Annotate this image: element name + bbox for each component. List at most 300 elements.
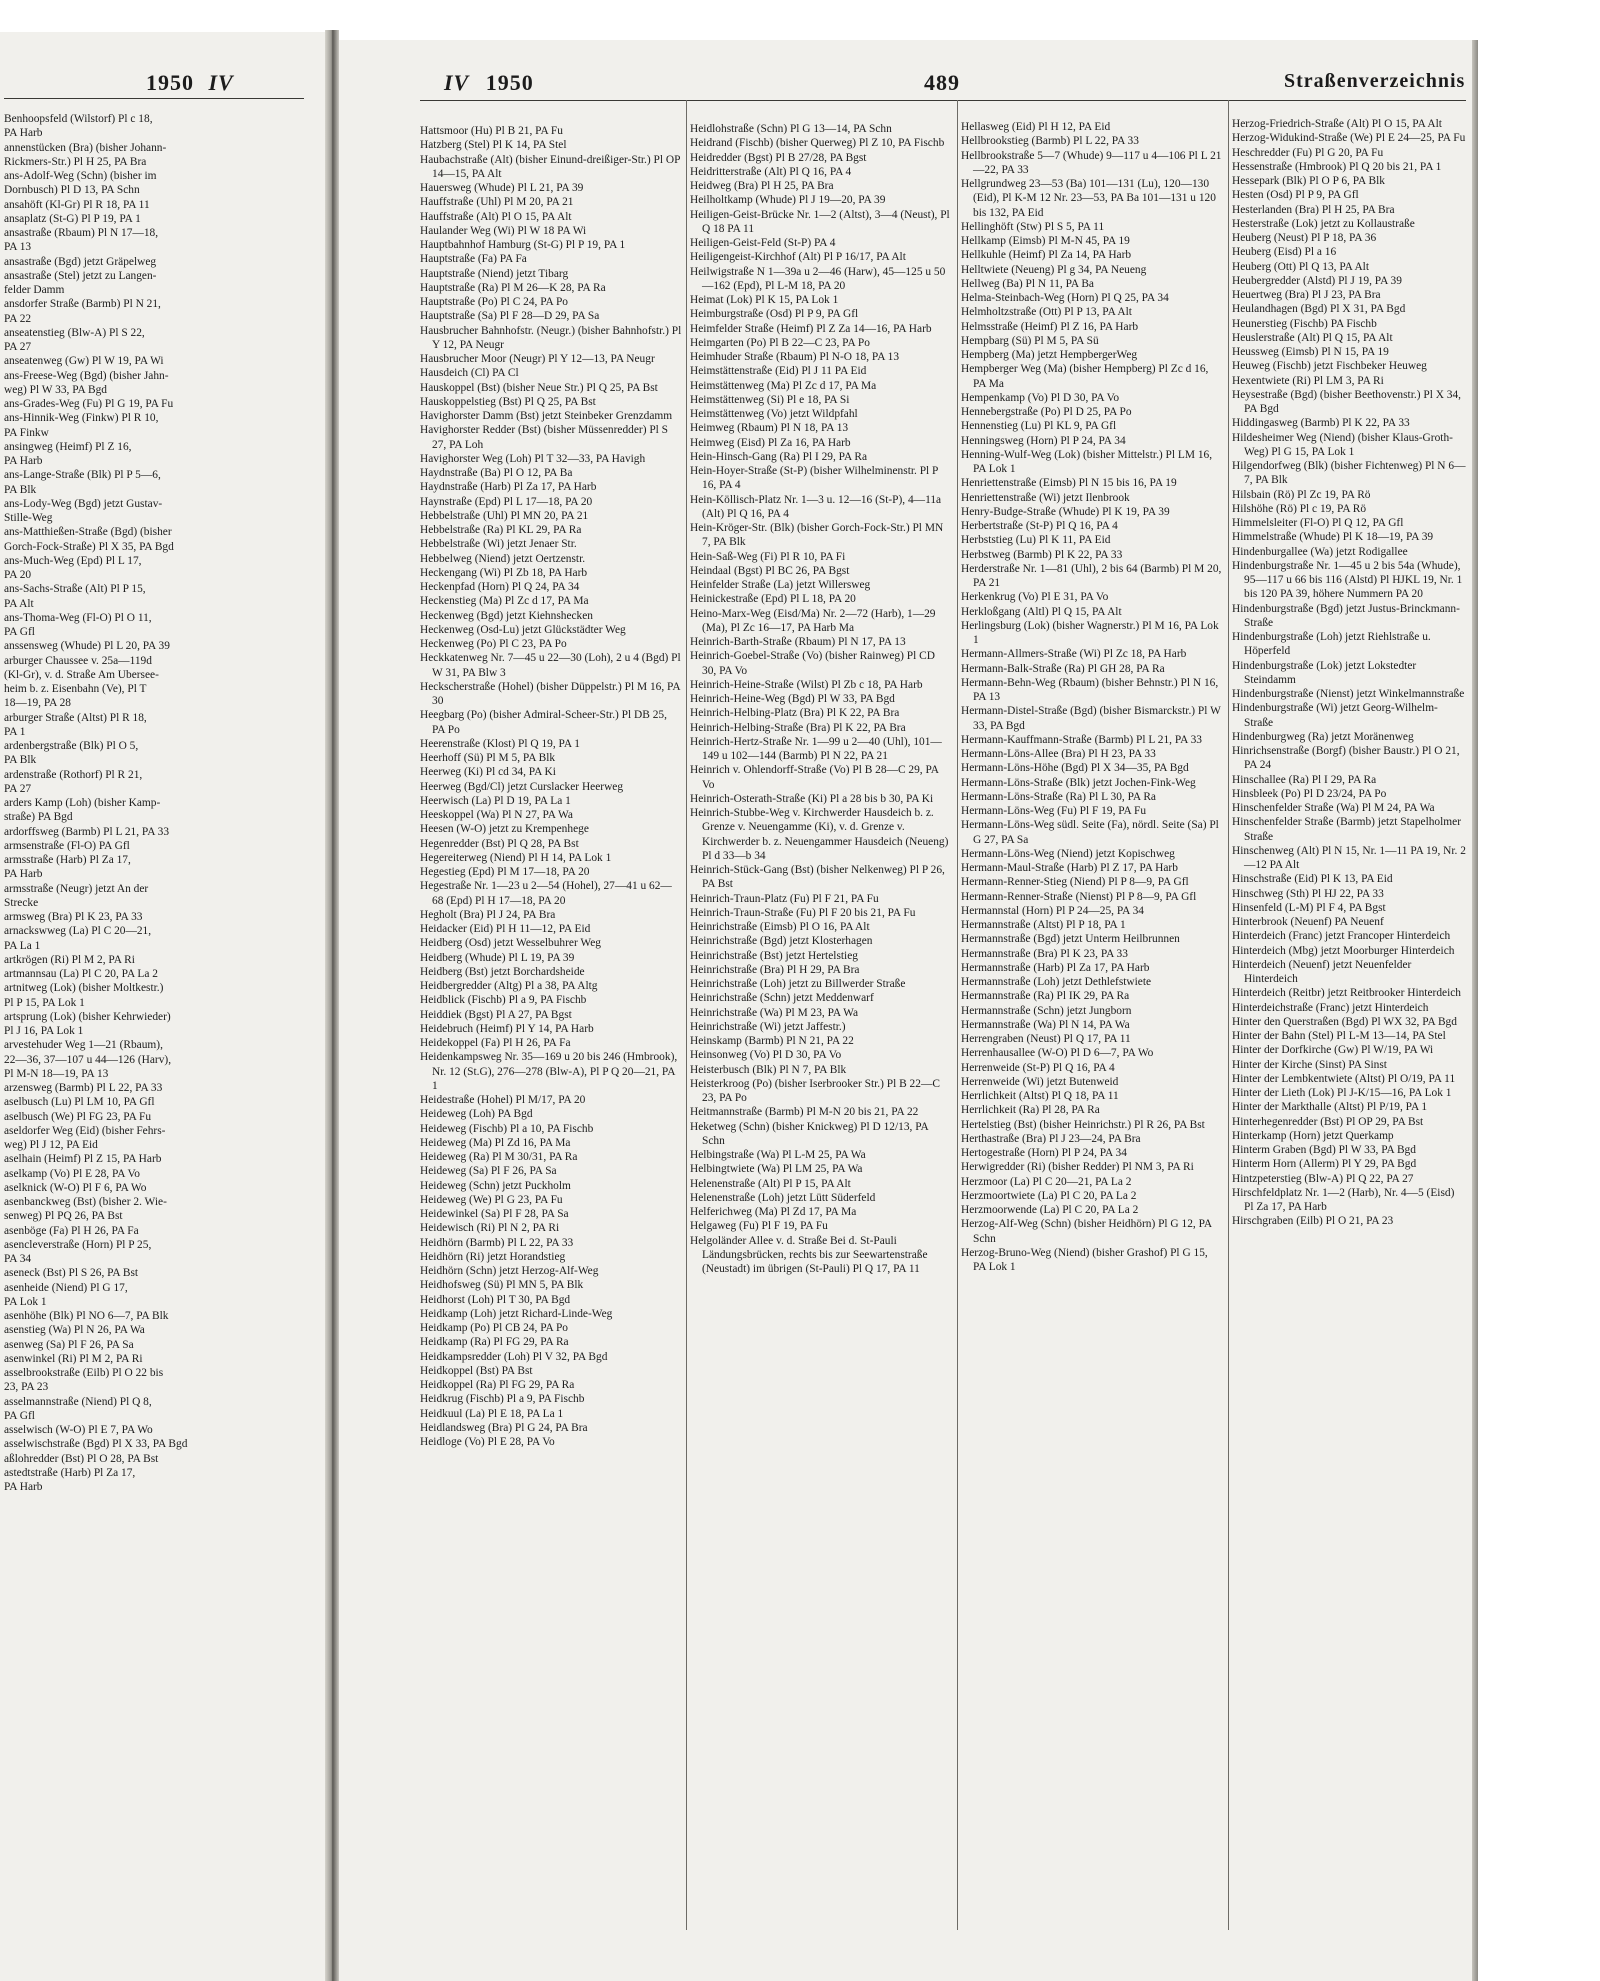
street-entry: Haydnstraße (Harb) Pl Za 17, PA Harb [420, 481, 597, 494]
street-entry: Heimat (Lok) Pl K 15, PA Lok 1 [690, 294, 839, 306]
street-entry: Hattsmoor (Hu) Pl B 21, PA Fu [420, 125, 563, 137]
street-entry: Hermann-Balk-Straße (Ra) Pl GH 28, PA Ra [961, 662, 1165, 675]
street-entry: Henningsweg (Horn) Pl P 24, PA 34 [961, 434, 1126, 447]
index-entry: arzensweg (Barmb) Pl L 22, PA 33 [4, 1082, 163, 1094]
street-entry: Heidberg (Bst) jetzt Borchardsheide [420, 965, 585, 978]
street-entry: Heinrichstraße (Eimsb) Pl O 16, PA Alt [690, 921, 870, 933]
street-entry: Herzmoorwende (La) Pl C 20, PA La 2 [961, 1204, 1139, 1216]
street-entry: Hinschstraße (Eid) Pl K 13, PA Eid [1232, 873, 1393, 886]
street-entry: Heinrich-Barth-Straße (Rbaum) Pl N 17, PA 13 [690, 636, 906, 648]
street-entry: Hellbrookstraße 5—7 (Whude) 9—117 u 4—106 Pl L 21—22, PA 33 [961, 149, 1222, 176]
street-entry: Heimgarten (Po) Pl B 22—C 23, PA Po [690, 336, 870, 349]
street-entry: Heinrich-Osterath-Straße (Ki) Pl a 28 bis b 30, PA Ki [690, 792, 934, 805]
street-entry: Heidkampsredder (Loh) Pl V 32, PA Bgd [420, 1350, 608, 1363]
street-entry: Herrenweide (St-P) Pl Q 16, PA 4 [961, 1061, 1115, 1074]
index-entry: ansahöft (Kl-Gr) Pl R 18, PA 11 [4, 198, 150, 211]
street-entry: Heisterbusch (Blk) Pl N 7, PA Blk [690, 1063, 847, 1076]
street-entry: Heinrich-Helbing-Platz (Bra) Pl K 22, PA Bra [690, 707, 900, 720]
street-entry: Helenenstraße (Alt) Pl P 15, PA Alt [690, 1177, 851, 1190]
street-entry: Heinskamp (Barmb) Pl N 21, PA 22 [690, 1035, 854, 1047]
index-entry: Dornbusch) Pl D 13, PA Schn [4, 184, 140, 197]
index-entry: PA Gfl [4, 1409, 35, 1422]
street-entry: Hein-Saß-Weg (Fi) Pl R 10, PA Fi [690, 550, 846, 563]
index-entry: arvestehuder Weg 1—21 (Rbaum), [4, 1039, 163, 1052]
street-entry: Hinterhegenredder (Bst) Pl OP 29, PA Bst [1232, 1115, 1424, 1128]
column-divider [1228, 100, 1229, 1930]
street-column-4 [1232, 117, 1466, 1939]
street-entry: Heinrich-Stubbe-Weg v. Kirchwerder Hausdeich b. z. Grenze v. Neuengamme (Ki), v. d. Grenze v. Kirchwerder b. z. Neuengammer Hausdeich (Neueng) Pl d 33—b 34 [690, 807, 949, 862]
street-entry: Herrlichkeit (Ra) Pl 28, PA Ra [961, 1104, 1100, 1117]
street-entry: Heilholtkamp (Whude) Pl J 19—20, PA 39 [690, 194, 886, 207]
street-entry: Hinter der Markthalle (Altst) Pl P/19, PA 1 [1232, 1101, 1428, 1114]
street-entry: Herzog-Widukind-Straße (We) Pl E 24—25, PA Fu [1232, 132, 1466, 145]
index-entry: PA Harb [4, 1481, 43, 1493]
index-entry: PA Harb [4, 868, 43, 881]
index-entry: PA 27 [4, 341, 32, 353]
street-entry: Heckenweg (Osd-Lu) jetzt Glückstädter Weg [420, 623, 626, 636]
street-entry: Hatzberg (Stel) Pl K 14, PA Stel [420, 139, 567, 152]
street-entry: Hinter der Lieth (Lok) Pl J-K/15—16, PA Lok 1 [1232, 1087, 1452, 1099]
street-entry: Hebbelstraße (Wi) jetzt Jenaer Str. [420, 538, 577, 551]
index-entry: Pl P 15, PA Lok 1 [4, 996, 85, 1009]
street-entry: Heidebruch (Heimf) Pl Y 14, PA Harb [420, 1022, 594, 1035]
index-entry: ardenbergstraße (Blk) Pl O 5, [4, 740, 139, 752]
index-entry: 23, PA 23 [4, 1381, 49, 1394]
street-entry: Heinsonweg (Vo) Pl D 30, PA Vo [690, 1049, 842, 1062]
index-entry: arburger Straße (Altst) Pl R 18, [4, 711, 147, 724]
street-entry: Heckenpfad (Horn) Pl Q 24, PA 34 [420, 581, 580, 593]
index-entry: ans-Lange-Straße (Blk) Pl P 5—6, [4, 469, 161, 482]
street-entry: Hauffstraße (Uhl) Pl M 20, PA 21 [420, 196, 574, 209]
street-entry: Heimstättenweg (Vo) jetzt Wildpfahl [690, 408, 858, 420]
street-entry: Heeskoppel (Wa) Pl N 27, PA Wa [420, 809, 573, 821]
street-entry: Hinschallee (Ra) Pl I 29, PA Ra [1232, 773, 1377, 786]
index-entry: 18—19, PA 28 [4, 697, 71, 710]
street-entry: Hindenburgweg (Ra) jetzt Moränenweg [1232, 730, 1414, 743]
index-entry: PA La 1 [4, 939, 41, 952]
street-entry: Hinsbleek (Po) Pl D 23/24, PA Po [1232, 787, 1387, 800]
street-entry: Heidredder (Bgst) Pl B 27/28, PA Bgst [690, 151, 867, 164]
street-entry: Heckenstieg (Ma) Pl Zc d 17, PA Ma [420, 595, 589, 608]
street-entry: Heckenweg (Bgd) jetzt Kiehnshecken [420, 609, 594, 622]
street-entry: Hebbelstraße (Uhl) Pl MN 20, PA 21 [420, 509, 589, 522]
street-entry: Hennebergstraße (Po) Pl D 25, PA Po [961, 406, 1132, 418]
street-entry: Hermann-Löns-Weg südl. Seite (Fa), nördl. Seite (Sa) Pl G 27, PA Sa [961, 819, 1219, 846]
street-entry: Helgoländer Allee v. d. Straße Bei d. St-Pauli Ländungsbrücken, rechts bis zur Seewartenstraße (Neustadt) im übrigen (St-Pauli) Pl Q 17, PA 11 [690, 1234, 928, 1275]
street-entry: Herthastraße (Bra) Pl J 23—24, PA Bra [961, 1132, 1141, 1145]
index-entry: aseneck (Bst) Pl S 26, PA Bst [4, 1267, 139, 1280]
index-entry: asselbrookstraße (Eilb) Pl O 22 bis [4, 1367, 164, 1379]
index-entry: ansastraße (Rbaum) Pl N 17—18, [4, 227, 159, 239]
street-entry: Hegereiterweg (Niend) Pl H 14, PA Lok 1 [420, 851, 612, 864]
street-entry: Heidacker (Eid) Pl H 11—12, PA Eid [420, 923, 591, 935]
section-title: Straßenverzeichnis [1284, 70, 1466, 92]
header-rule [420, 100, 1466, 101]
index-entry: arders Kamp (Loh) (bisher Kamp- [4, 797, 161, 809]
street-entry: Havighorster Redder (Bst) (bisher Müssenredder) Pl S 27, PA Loh [420, 424, 669, 451]
header-rule [4, 98, 304, 99]
street-entry: Heinickestraße (Epd) Pl L 18, PA 20 [690, 593, 856, 606]
street-entry: Hermannstal (Horn) Pl P 24—25, PA 34 [961, 904, 1144, 917]
street-entry: Heidberg (Whude) Pl L 19, PA 39 [420, 951, 575, 964]
street-entry: Hein-Hoyer-Straße (St-P) (bisher Wilhelminenstr. Pl P 16, PA 4 [690, 465, 938, 492]
index-entry: ansingweg (Heimf) Pl Z 16, [4, 440, 132, 453]
street-entry: Heidweg (Bra) Pl H 25, PA Bra [690, 180, 834, 192]
street-entry: Hildesheimer Weg (Niend) (bisher Klaus-Groth-Weg) Pl G 15, PA Lok 1 [1232, 431, 1453, 458]
street-entry: Heinrichstraße (Bra) Pl H 29, PA Bra [690, 963, 860, 976]
street-entry: Hempberger Weg (Ma) (bisher Hempberg) Pl Zc d 16, PA Ma [961, 363, 1209, 390]
street-entry: Heimstättenweg (Ma) Pl Zc d 17, PA Ma [690, 379, 877, 392]
street-entry: Hegestieg (Epd) Pl M 17—18, PA 20 [420, 866, 590, 878]
index-entry: aßlohredder (Bst) Pl O 28, PA Bst [4, 1452, 159, 1465]
street-entry: Hirschfeldplatz Nr. 1—2 (Harb), Nr. 4—5 (Eisd) Pl Za 17, PA Harb [1232, 1186, 1455, 1213]
street-entry: Herzmoor (La) Pl C 20—21, PA La 2 [961, 1175, 1132, 1188]
street-entry: Heinrich-Traun-Straße (Fu) Pl F 20 bis 21, PA Fu [690, 906, 916, 919]
street-entry: Heiddiek (Bgst) Pl A 27, PA Bgst [420, 1008, 572, 1021]
left-page-header [146, 70, 234, 96]
index-entry: Gorch-Fock-Straße) Pl X 35, PA Bgd [4, 540, 174, 553]
street-entry: Hermannstraße (Altst) Pl P 18, PA 1 [961, 919, 1126, 931]
index-entry: armsstraße (Neugr) jetzt An der [4, 882, 149, 895]
street-entry: Hessepark (Blk) Pl O P 6, PA Blk [1232, 175, 1385, 187]
street-entry: Helmsstraße (Heimf) Pl Z 16, PA Harb [961, 320, 1139, 333]
index-entry: felder Damm [4, 284, 65, 296]
street-entry: Heidritterstraße (Alt) Pl Q 16, PA 4 [690, 165, 852, 178]
street-entry: Hertelstieg (Bst) (bisher Heinrichstr.) Pl R 26, PA Bst [961, 1118, 1205, 1131]
street-entry: Helmholtzstraße (Ott) Pl P 13, PA Alt [961, 306, 1132, 319]
street-entry: Hinterkamp (Horn) jetzt Querkamp [1232, 1129, 1394, 1142]
street-entry: Heinrich-Traun-Platz (Fu) Pl F 21, PA Fu [690, 892, 879, 905]
street-entry: Heiligen-Geist-Brücke Nr. 1—2 (Altst), 3—4 (Neust), Pl Q 18 PA 11 [690, 208, 950, 235]
street-entry: Heinrich-Heine-Weg (Bgd) Pl W 33, PA Bgd [690, 693, 895, 705]
street-entry: Heinrich-Heine-Straße (Wilst) Pl Zb c 18, PA Harb [690, 678, 923, 691]
index-entry: PA Blk [4, 483, 37, 496]
street-entry: Hermann-Löns-Höhe (Bgd) Pl X 34—35, PA Bgd [961, 762, 1189, 775]
street-entry: Haynstraße (Epd) Pl L 17—18, PA 20 [420, 495, 593, 508]
index-entry: asenböge (Fa) Pl H 26, PA Fa [4, 1224, 139, 1237]
index-entry: anseatenstieg (Blw-A) Pl S 22, [4, 326, 145, 339]
street-entry: Heidlohstraße (Schn) Pl G 13—14, PA Schn [690, 123, 892, 135]
street-entry: Hindenburgstraße (Bgd) jetzt Justus-Brinckmann-Straße [1232, 602, 1460, 629]
index-entry: (Kl-Gr), v. d. Straße Am Ubersee- [4, 668, 159, 681]
street-entry: Hermannstraße (Ra) Pl IK 29, PA Ra [961, 990, 1130, 1003]
street-entry: Hinrichsenstraße (Borgf) (bisher Baustr.) Pl O 21, PA 24 [1232, 745, 1460, 772]
street-entry: Heidlandsweg (Bra) Pl G 24, PA Bra [420, 1421, 588, 1434]
index-entry: ans-Thoma-Weg (Fl-O) Pl O 11, [4, 611, 152, 624]
street-entry: Hermann-Löns-Allee (Bra) Pl H 23, PA 33 [961, 748, 1156, 760]
index-entry: senweg) Pl PQ 26, PA Bst [4, 1210, 123, 1223]
street-column-3 [961, 120, 1223, 1939]
street-entry: Hermann-Löns-Straße (Ra) Pl L 30, PA Ra [961, 790, 1156, 803]
street-entry: Heidkamp (Loh) jetzt Richard-Linde-Weg [420, 1307, 613, 1320]
street-entry: Heidhörn (Schn) jetzt Herzog-Alf-Weg [420, 1265, 599, 1277]
index-entry: annenstücken (Bra) (bisher Johann- [4, 141, 167, 154]
street-entry: Hinterdeich (Neuenf) jetzt Neuenfelder Hinterdeich [1232, 958, 1412, 985]
street-entry: Heschredder (Fu) Pl G 20, PA Fu [1232, 146, 1384, 159]
street-entry: Hinter den Querstraßen (Bgd) Pl WX 32, PA Bgd [1232, 1015, 1457, 1028]
index-entry: ans-Lody-Weg (Bgd) jetzt Gustav- [4, 497, 163, 510]
index-entry: PA 34 [4, 1253, 32, 1265]
street-entry: Hermannstraße (Bra) Pl K 23, PA 33 [961, 947, 1128, 960]
street-entry: Henriettenstraße (Wi) jetzt Ilenbrook [961, 491, 1130, 504]
street-entry: Heiligen-Geist-Feld (St-P) PA 4 [690, 237, 836, 249]
street-entry: Hindenburgstraße (Wi) jetzt Georg-Wilhelm-Straße [1232, 702, 1438, 729]
street-entry: Heketweg (Schn) (bisher Knickweg) Pl D 12/13, PA Schn [690, 1120, 929, 1147]
header-volume: IV [444, 70, 470, 95]
street-entry: Hinschweg (Sth) Pl HJ 22, PA 33 [1232, 887, 1384, 900]
street-entry: Heckkatenweg Nr. 7—45 u 22—30 (Loh), 2 u 4 (Bgd) Pl W 31, PA Blw 3 [420, 652, 681, 679]
street-entry: Heideweg (Sa) Pl F 26, PA Sa [420, 1165, 557, 1178]
street-entry: Hermann-Löns-Weg (Niend) jetzt Kopischweg [961, 847, 1175, 860]
street-entry: Helenenstraße (Loh) jetzt Lütt Süderfeld [690, 1191, 876, 1204]
index-entry: Pl M-N 18—19, PA 13 [4, 1067, 109, 1080]
street-entry: Herbststieg (Lu) Pl K 11, PA Eid [961, 534, 1111, 547]
street-entry: Hermann-Maul-Straße (Harb) Pl Z 17, PA Harb [961, 862, 1178, 874]
street-entry: Heidewinkel (Sa) Pl F 28, PA Sa [420, 1208, 569, 1220]
street-entry: Hempberg (Ma) jetzt HempbergerWeg [961, 349, 1138, 361]
index-entry: aseldorfer Weg (Eid) (bisher Fehrs- [4, 1124, 166, 1137]
index-entry: heim b. z. Eisenbahn (Ve), Pl T [4, 683, 147, 695]
street-entry: Heerweg (Ki) Pl cd 34, PA Ki [420, 766, 556, 779]
index-entry: ans-Grades-Weg (Fu) Pl G 19, PA Fu [4, 398, 174, 410]
street-entry: Heidenkampsweg Nr. 35—169 u 20 bis 246 (Hmbrook), Nr. 12 (St.G), 276—278 (Blw-A), Pl P Q 20—21, PA 1 [420, 1051, 678, 1092]
street-entry: Heubergredder (Alstd) Pl J 19, PA 39 [1232, 274, 1402, 287]
street-entry: Hermann-Löns-Weg (Fu) Pl F 19, PA Fu [961, 805, 1147, 817]
street-entry: Hauptstraße (Ra) Pl M 26—K 28, PA Ra [420, 281, 606, 294]
street-entry: Herrengraben (Neust) Pl Q 17, PA 11 [961, 1033, 1131, 1045]
street-entry: Hermann-Renner-Straße (Nienst) Pl P 8—9, PA Gfl [961, 890, 1197, 903]
street-entry: Hexentwiete (Ri) Pl LM 3, PA Ri [1232, 374, 1384, 387]
index-entry: astedtstraße (Harb) Pl Za 17, [4, 1466, 136, 1479]
street-entry: Helbingtwiete (Wa) Pl LM 25, PA Wa [690, 1163, 863, 1176]
street-entry: Heideweg (Schn) jetzt Puckholm [420, 1179, 571, 1192]
index-entry: asenweg (Sa) Pl F 26, PA Sa [4, 1338, 134, 1351]
street-entry: Hinterdeich (Reitbr) jetzt Reitbrooker Hinterdeich [1232, 987, 1461, 1000]
street-entry: Helgaweg (Fu) Pl F 19, PA Fu [690, 1220, 828, 1233]
street-entry: Herbertstraße (St-P) Pl Q 16, PA 4 [961, 520, 1118, 532]
street-entry: Helma-Steinbach-Weg (Horn) Pl Q 25, PA 34 [961, 292, 1169, 304]
street-entry: Henry-Budge-Straße (Whude) Pl K 19, PA 39 [961, 505, 1170, 518]
index-entry: asenheide (Niend) Pl G 17, [4, 1281, 128, 1294]
street-entry: Hermann-Distel-Straße (Bgd) (bisher Bismarckstr.) Pl W 33, PA Bgd [961, 705, 1221, 732]
street-entry: Heimburgstraße (Osd) Pl P 9, PA Gfl [690, 308, 859, 321]
index-entry: Strecke [4, 896, 39, 909]
index-entry: PA Lok 1 [4, 1295, 47, 1308]
index-entry: ansaplatz (St-G) Pl P 19, PA 1 [4, 212, 141, 225]
index-entry: PA Blk [4, 754, 37, 767]
street-entry: Herrlichkeit (Altst) Pl Q 18, PA 11 [961, 1090, 1119, 1102]
street-entry: Hegholt (Bra) Pl J 24, PA Bra [420, 908, 556, 921]
street-entry: Hein-Hinsch-Gang (Ra) Pl I 29, PA Ra [690, 450, 868, 463]
street-column-1 [420, 124, 682, 1939]
index-entry: ans-Freese-Weg (Bgd) (bisher Jahn- [4, 369, 169, 382]
street-entry: Hindenburgstraße (Nienst) jetzt Winkelmannstraße [1232, 688, 1465, 700]
street-entry: Heimstättenstraße (Eid) Pl J 11 PA Eid [690, 365, 867, 378]
street-entry: Henriettenstraße (Eimsb) Pl N 15 bis 16, PA 19 [961, 477, 1177, 490]
street-entry: Heinrich-Hertz-Straße Nr. 1—99 u 2—40 (Uhl), 101—149 u 102—144 (Barmb) Pl N 22, PA 21 [690, 735, 942, 762]
index-entry: asenbanckweg (Bst) (bisher 2. Wie- [4, 1196, 167, 1208]
index-entry: ansdorfer Straße (Barmb) Pl N 21, [4, 298, 161, 311]
index-entry: asenstieg (Wa) Pl N 26, PA Wa [4, 1324, 145, 1337]
street-entry: Heuberg (Eisd) Pl a 16 [1232, 246, 1337, 259]
street-entry: Heckenweg (Po) Pl C 23, PA Po [420, 638, 567, 650]
street-entry: Heuertweg (Bra) Pl J 23, PA Bra [1232, 289, 1381, 301]
page-edge [1472, 40, 1478, 1981]
street-entry: Hermannstraße (Wa) Pl N 14, PA Wa [961, 1018, 1130, 1031]
street-entry: Hermannstraße (Loh) jetzt Dethlefstwiete [961, 976, 1152, 988]
street-entry: Hesterstraße (Lok) jetzt zu Kollaustraße [1232, 217, 1415, 230]
street-entry: Helferichweg (Ma) Pl Zd 17, PA Ma [690, 1206, 857, 1218]
street-entry: Heinrich-Helbing-Straße (Bra) Pl K 22, PA Bra [690, 721, 906, 734]
header-volume: IV [208, 70, 234, 95]
street-entry: Hermannstraße (Schn) jetzt Jungborn [961, 1004, 1132, 1017]
street-entry: Herzmoortwiete (La) Pl C 20, PA La 2 [961, 1189, 1137, 1202]
street-entry: Heinrichstraße (Schn) jetzt Meddenwarf [690, 992, 874, 1005]
street-entry: Hindenburgstraße Nr. 1—45 u 2 bis 54a (Whude), 95—117 u 66 bis 116 (Alstd) Pl HJKL 19, Nr. 1 bis 120 PA 39, höhere Nummern PA 20 [1232, 559, 1463, 601]
street-entry: Hauptstraße (Niend) jetzt Tibarg [420, 267, 569, 280]
street-entry: Hessenstraße (Hmbrook) Pl Q 20 bis 21, PA 1 [1232, 160, 1442, 173]
street-entry: Hiddingasweg (Barmb) Pl K 22, PA 33 [1232, 417, 1410, 430]
street-entry: Heunerstieg (Fischb) PA Fischb [1232, 317, 1377, 330]
index-entry: straße) PA Bgd [4, 811, 73, 824]
street-entry: Heidhörn (Barmb) Pl L 22, PA 33 [420, 1236, 574, 1249]
street-entry: Hermannstraße (Bgd) jetzt Unterm Heilbrunnen [961, 933, 1180, 946]
street-entry: Hermannstraße (Harb) Pl Za 17, PA Harb [961, 961, 1150, 974]
street-entry: Herkenkrug (Vo) Pl E 31, PA Vo [961, 591, 1109, 604]
street-entry: Hinschenfelder Straße (Wa) Pl M 24, PA Wa [1232, 802, 1435, 814]
street-entry: Heidkuul (La) Pl E 18, PA La 1 [420, 1407, 564, 1420]
street-entry: Hellbrookstieg (Barmb) Pl L 22, PA 33 [961, 135, 1139, 148]
street-entry: Hinterdeich (Mbg) jetzt Moorburger Hinterdeich [1232, 944, 1455, 957]
index-entry: PA 13 [4, 241, 32, 254]
street-entry: Hermann-Behn-Weg (Rbaum) (bisher Behnstr.) Pl N 16, PA 13 [961, 676, 1219, 703]
index-entry: asselwisch (W-O) Pl E 7, PA Wo [4, 1424, 153, 1436]
street-entry: Hesterlanden (Bra) Pl H 25, PA Bra [1232, 203, 1395, 216]
street-entry: Heinrichstraße (Wi) jetzt Jaffestr.) [690, 1020, 846, 1033]
street-entry: Hauffstraße (Alt) Pl O 15, PA Alt [420, 210, 572, 223]
street-entry: Heisterkroog (Po) (bisher Iserbrooker Str.) Pl B 22—C 23, PA Po [690, 1077, 940, 1104]
street-entry: Hein-Kröger-Str. (Blk) (bisher Gorch-Fock-Str.) Pl MN 7, PA Blk [690, 522, 944, 549]
book-gutter [325, 30, 339, 1981]
street-entry: Heideweg (Fischb) Pl a 10, PA Fischb [420, 1122, 594, 1135]
index-entry: PA Harb [4, 127, 43, 140]
street-entry: Hellasweg (Eid) Pl H 12, PA Eid [961, 121, 1111, 133]
street-entry: Hindenburgstraße (Lok) jetzt Lokstedter Steindamm [1232, 659, 1417, 686]
street-entry: Heulandhagen (Bgd) Pl X 31, PA Bgd [1232, 303, 1406, 316]
street-entry: Hermann-Allmers-Straße (Wi) Pl Zc 18, PA Harb [961, 648, 1187, 661]
street-entry: Heckengang (Wi) Pl Zb 18, PA Harb [420, 566, 588, 579]
street-entry: Heinrich v. Ohlendorff-Straße (Vo) Pl B 28—C 29, PA Vo [690, 764, 939, 791]
street-entry: Heinrich-Stück-Gang (Bst) (bisher Nelkenweg) Pl P 26, PA Bst [690, 864, 945, 891]
street-entry: Hebbelstraße (Ra) Pl KL 29, PA Ra [420, 524, 582, 536]
index-entry: artkrögen (Ri) Pl M 2, PA Ri [4, 953, 135, 966]
street-entry: Hauptbahnhof Hamburg (St-G) Pl P 19, PA 1 [420, 239, 626, 251]
index-entry: armsweg (Bra) Pl K 23, PA 33 [4, 911, 143, 923]
street-entry: Heidbergredder (Altg) Pl a 38, PA Altg [420, 980, 598, 992]
street-entry: Heinrichstraße (Bgd) jetzt Klosterhagen [690, 935, 873, 948]
street-entry: Hesten (Osd) Pl P 9, PA Gfl [1232, 189, 1359, 202]
index-entry: ansastraße (Stel) jetzt zu Langen- [4, 269, 157, 282]
street-entry: Heiligengeist-Kirchhof (Alt) Pl P 16/17, PA Alt [690, 251, 906, 264]
index-entry: ans-Matthießen-Straße (Bgd) (bisher [4, 526, 172, 539]
index-entry: anssensweg (Whude) Pl L 20, PA 39 [4, 640, 170, 653]
index-entry: ans-Adolf-Weg (Schn) (bisher im [4, 170, 157, 182]
index-entry: Rickmers-Str.) Pl H 25, PA Bra [4, 155, 147, 168]
street-entry: Hermann-Löns-Straße (Blk) jetzt Jochen-Fink-Weg [961, 776, 1196, 789]
index-entry: PA 20 [4, 569, 32, 581]
street-entry: Heimweg (Eisd) Pl Za 16, PA Harb [690, 436, 851, 449]
street-entry: Heideweg (We) Pl G 23, PA Fu [420, 1193, 563, 1206]
street-entry: Henning-Wulf-Weg (Lok) (bisher Mittelstr.) Pl LM 16, PA Lok 1 [961, 448, 1213, 475]
street-entry: Heegbarg (Po) (bisher Admiral-Scheer-Str.) Pl DB 25, PA Po [420, 709, 667, 736]
street-entry: Heidkrug (Fischb) Pl a 9, PA Fischb [420, 1393, 585, 1406]
index-entry: artsprung (Lok) (bisher Kehrwieder) [4, 1010, 171, 1023]
street-entry: Heinfelder Straße (La) jetzt Willersweg [690, 579, 871, 591]
street-entry: Hinschenweg (Alt) Pl N 15, Nr. 1—11 PA 19, Nr. 2—12 PA Alt [1232, 844, 1466, 871]
street-entry: Heuberg (Ott) Pl Q 13, PA Alt [1232, 260, 1370, 273]
street-entry: Hauptstraße (Sa) Pl F 28—D 29, PA Sa [420, 310, 600, 323]
index-entry: armsenstraße (Fl-O) PA Gfl [4, 839, 130, 852]
index-entry: PA 27 [4, 782, 32, 795]
street-entry: Heidberg (Osd) jetzt Wesselbuhrer Weg [420, 937, 601, 950]
street-entry: Hinterbrook (Neuenf) PA Neuenf [1232, 916, 1384, 928]
street-entry: Heino-Marx-Weg (Eisd/Ma) Nr. 2—72 (Harb), 1—29 (Ma), Pl Zc 16—17, PA Harb Ma [690, 607, 936, 634]
street-entry: Heidhorst (Loh) Pl T 30, PA Bgd [420, 1293, 571, 1306]
street-entry: Heerenstraße (Klost) Pl Q 19, PA 1 [420, 737, 580, 750]
index-entry: PA Finkw [4, 426, 49, 439]
index-entry: artmannsau (La) Pl C 20, PA La 2 [4, 968, 158, 980]
street-entry: Heidkamp (Ra) Pl FG 29, PA Ra [420, 1336, 569, 1349]
street-entry: Heimfelder Straße (Heimf) Pl Z Za 14—16, PA Harb [690, 322, 932, 335]
street-entry: Hausbrucher Moor (Neugr) Pl Y 12—13, PA Neugr [420, 353, 655, 365]
index-entry: ardorffsweg (Barmb) Pl L 21, PA 33 [4, 825, 170, 838]
street-entry: Hegenredder (Bst) Pl Q 28, PA Bst [420, 837, 579, 850]
index-entry: asenhöhe (Blk) Pl NO 6—7, PA Blk [4, 1310, 169, 1322]
index-entry: ardenstraße (Rothorf) Pl R 21, [4, 768, 143, 781]
street-entry: Hellkamp (Eimsb) Pl M-N 45, PA 19 [961, 235, 1130, 247]
column-divider [957, 100, 958, 1930]
street-entry: Heidewisch (Ri) Pl N 2, PA Ri [420, 1222, 560, 1235]
street-entry: Herbstweg (Barmb) Pl K 22, PA 33 [961, 548, 1123, 561]
street-entry: Helltwiete (Neueng) Pl g 34, PA Neueng [961, 263, 1147, 276]
index-entry: arburger Chaussee v. 25a—119d [4, 654, 152, 667]
street-entry: Heerhoff (Sü) Pl M 5, PA Blk [420, 752, 556, 764]
street-entry: Hinter der Dorfkirche (Gw) Pl W/19, PA Wi [1232, 1044, 1434, 1057]
street-entry: Hilgendorfweg (Blk) (bisher Fichtenweg) Pl N 6—7, PA Blk [1232, 460, 1466, 487]
street-entry: Heuslerstraße (Alt) Pl Q 15, PA Alt [1232, 331, 1393, 344]
street-entry: Heinrichstraße (Loh) jetzt zu Billwerder Straße [690, 978, 906, 990]
street-entry: Hellkuhle (Heimf) Pl Za 14, PA Harb [961, 249, 1132, 262]
street-entry: Heidkamp (Po) Pl CB 24, PA Po [420, 1322, 568, 1334]
street-entry: Heidblick (Fischb) Pl a 9, PA Fischb [420, 994, 587, 1007]
street-entry: Heerweg (Bgd/Cl) jetzt Curslacker Heerweg [420, 780, 624, 793]
index-entry: ans-Hinnik-Weg (Finkw) Pl R 10, [4, 412, 159, 425]
street-entry: Hirschgraben (Eilb) Pl O 21, PA 23 [1232, 1215, 1394, 1228]
street-entry: Heesen (W-O) jetzt zu Krempenhege [420, 823, 589, 836]
street-entry: Hempbarg (Sü) Pl M 5, PA Sü [961, 334, 1099, 347]
index-entry: aselkamp (Vo) Pl E 28, PA Vo [4, 1167, 140, 1180]
street-entry: Hertogestraße (Horn) Pl P 24, PA 34 [961, 1147, 1127, 1159]
street-entry: Havighorster Weg (Loh) Pl T 32—33, PA Havigh [420, 452, 646, 465]
left-page-column [4, 112, 306, 1932]
street-entry: Heimstättenweg (Si) Pl e 18, PA Si [690, 393, 850, 406]
street-entry: Heidkoppel (Ra) Pl FG 29, PA Ra [420, 1379, 575, 1391]
street-entry: Haydnstraße (Ba) Pl O 12, PA Ba [420, 467, 573, 479]
street-entry: Helbingstraße (Wa) Pl L-M 25, PA Wa [690, 1149, 866, 1161]
street-entry: Hauskoppel (Bst) (bisher Neue Str.) Pl Q 25, PA Bst [420, 381, 658, 394]
index-entry: aselbusch (Lu) Pl LM 10, PA Gfl [4, 1096, 155, 1109]
street-entry: Havighorster Damm (Bst) jetzt Steinbeker Grenzdamm [420, 410, 673, 422]
